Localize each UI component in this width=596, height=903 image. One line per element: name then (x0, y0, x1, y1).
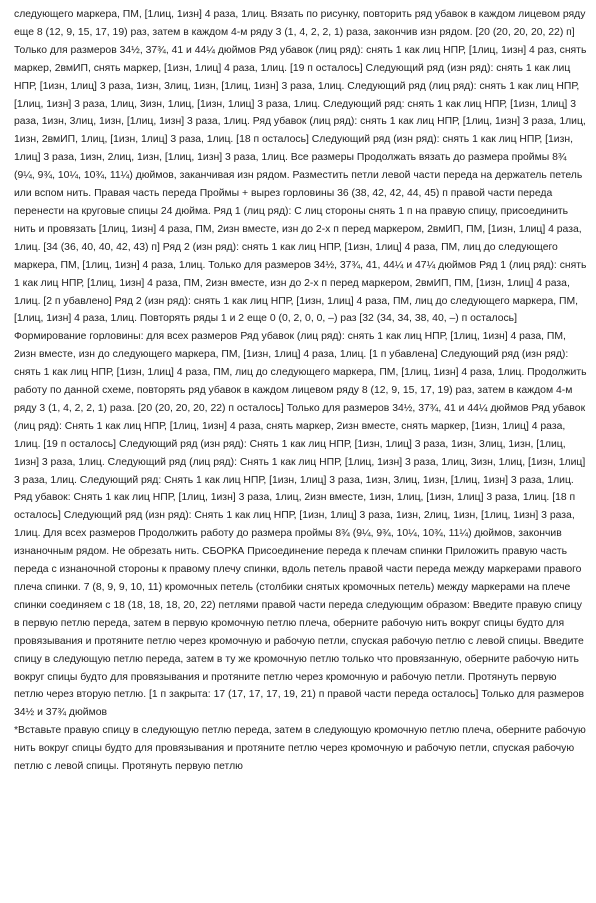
instruction-paragraph: *Вставьте правую спицу в следующую петлю переда, затем в следующую кромочную петлю плеча, оберните рабочую нить вокруг спицы будто для провязывания и протяните петлю через кромочную и рабочую петли, спуская рабочую петлю с левой спицы. Протянуть первую петлю (14, 725, 586, 773)
instruction-paragraph: следующего маркера, ПМ, [1лиц, 1изн] 4 раза, 1лиц. Вязать по рисунку, повторить ряд убавок в каждом лицевом ряду еще 8 (12, 9, 15, 17, 19) раз, затем в каждом 4-м ряду 3 (1, 4, 2, 2, 1) раза, закончив изн рядом. [20 (20, 20, 20, 22) п] Только для размеров 34½, 37¾, 41 и 44¼ дюймов Ряд убавок (лиц ряд): снять 1 как лиц НПР, [1лиц, 1изн] 4 раз, снять маркер, 2вмИП, снять маркер, [1изн, 1лиц] 4 раза, 1лиц. [19 п осталось] Следующий ряд (изн ряд): снять 1 как лиц НПР, [1изн, 1лиц] 3 раза, 1изн, 3лиц, 1изн, [1лиц, 1изн] 3 раза, 1лиц. Следующий ряд (лиц ряд): снять 1 как лиц НПР, [1лиц, 1изн] 3 раза, 1лиц, 3изн, 1лиц, [1изн, 1лиц] 3 раза, 1лиц. Следующий ряд: снять 1 как лиц НПР, [1изн, 1лиц] 3 раза, 1изн, 3лиц, 1изн, [1лиц, 1изн] 3 раза, 1лиц. Ряд убавок (лиц ряд): снять 1 как лиц НПР, [1лиц, 1изн] 3 раза, 1лиц, 1изн, 2вмИП, 1лиц, [1изн, 1лиц] 3 раза, 1лиц. [18 п осталось] Следующий ряд (изн ряд): снять 1 как лиц НПР, [1изн, 1лиц] 3 раза, 1изн, 2лиц, 1изн, [1лиц, 1изн] 3 раза, 1лиц. Все размеры Продолжать вязать до размера проймы 8¾ (9¼, 9¾, 10¼, 10¾, 11¼) дюймов, заканчивая изн рядом. Разместить петли левой части переда на держатель петель или вспом нить. Правая часть переда Проймы + вырез горловины 36 (38, 42, 42, 44, 45) п правой части переда перенести на круговые спицы 24 дюйма. Ряд 1 (лиц ряд): С лиц стороны снять 1 п на правую спицу, присоединить нить и провязать [1лиц, 1изн] 4 раза, ПМ, 2изн вместе, изн до 2-х п перед маркером, 2вмИП, ПМ, [1изн, 1лиц] 4 раза, 1лиц. [34 (36, 40, 40, 42, 43) п] Ряд 2 (изн ряд): снять 1 как лиц НПР, [1изн, 1лиц] 4 раза, ПМ, лиц до следующего маркера, ПМ, [1лиц, 1изн] 4 раза, 1лиц. Только для размеров 34½, 37¾, 41, 44¼ и 47¼ дюймов Ряд 1 (лиц ряд): снять 1 как лиц НПР, [1лиц, 1изн] 4 раза, ПМ, 2изн вместе, изн до 2-х п перед маркером, 2вмИП, ПМ, [1изн, 1лиц] 4 раза, 1лиц. [2 п убавлено] Ряд 2 (изн ряд): снять 1 как лиц НПР, [1изн, 1лиц] 4 раза, ПМ, лиц до следующего маркера, ПМ, [1лиц, 1изн] 4 раза, 1лиц. Повторять ряды 1 и 2 еще 0 (0, 2, 0, 0, –) раз [32 (34, 34, 38, 40, –) п осталось] Формирование горловины: для всех размеров Ряд убавок (лиц ряд): снять 1 как лиц НПР, [1лиц, 1изн] 4 раза, ПМ, 2изн вместе, изн до следующего маркера, ПМ, [1изн, 1лиц] 4 раза, 1лиц. [1 п убавлена] Следующий ряд (изн ряд): снять 1 как лиц НПР, [1изн, 1лиц] 4 раза, ПМ, лиц до следующего маркера, ПМ, [1лиц, 1изн] 4 раза, 1лиц. Продолжить работу по данной схеме, повторять ряд убавок в каждом лицевом ряду 8 (12, 9, 15, 17, 19) раз, затем в каждом 4-м ряду 3 (1, 4, 2, 2, 1) раза. [20 (20, 20, 20, 22) п осталось] Только для размеров 34½, 37¾, 41 и 44¼ дюймов Ряд убавок (лиц ряд): Снять 1 как лиц НПР, [1лиц, 1изн] 4 раза, снять маркер, 2изн вместе, снять маркер, [1изн, 1лиц] 4 раза, 1лиц. [19 п осталось] Следующий ряд (изн ряд): Снять 1 как лиц НПР, [1изн, 1лиц] 3 раза, 1изн, 3лиц, 1изн, [1лиц, 1изн] 3 раза, 1лиц. Следующий ряд (лиц ряд): Снять 1 как лиц НПР, [1лиц, 1изн] 3 раза, 1лиц, 3изн, 1лиц, [1изн, 1лиц] 3 раза, 1лиц. Следующий ряд: Снять 1 как лиц НПР, [1изн, 1лиц] 3 раза, 1изн, 3лиц, 1изн, [1лиц, 1изн] 3 раза, 1лиц. Ряд убавок: Снять 1 как лиц НПР, [1лиц, 1изн] 3 раза, 1лиц, 2изн вместе, 1изн, 1лиц, [1изн, 1лиц] 3 раза, 1лиц. [18 п осталось] Следующий ряд (изн ряд): Снять 1 как лиц НПР, [1изн, 1лиц] 3 раза, 1изн, 2лиц, 1изн, [1лиц, 1изн] 3 раза, 1лиц. Для всех размеров Продолжить работу до размера проймы 8¾ (9¼, 9¾, 10¼, 10¾, 11¼) дюймов, закончив изнаночным рядом. Не обрезать нить. СБОРКА Присоединение переда к плечам спинки Приложить правую часть переда с изнаночной стороны к правому плечу спинки, вдоль петель правой части переда между маркерами правого плеча спинки. 7 (8, 9, 9, 10, 11) кромочных петель (столбики снятых кромочных петель) между маркерами на плече спинки соединяем с 18 (18, 18, 18, 20, 22) петлями правой части переда следующим образом: Введите правую спицу в первую петлю переда, затем в первую кромочную петлю плеча, оберните рабочую нить вокруг спицы будто для провязывания и протяните петлю через кромочную и рабочую петли, спуская рабочую петлю с левой спицы. Введите спицу в следующую петлю переда, затем в ту же кромочную петлю только что провязанную, оберните рабочую нить вокруг спицы будто для провязывания и протяните петлю через кромочную и рабочую петли. Протянуть первую петлю через вторую петлю. [1 п закрыта: 17 (17, 17, 17, 19, 21) п правой части переда осталось] Только для размеров 34½ и 37¾ дюймов (14, 9, 587, 719)
